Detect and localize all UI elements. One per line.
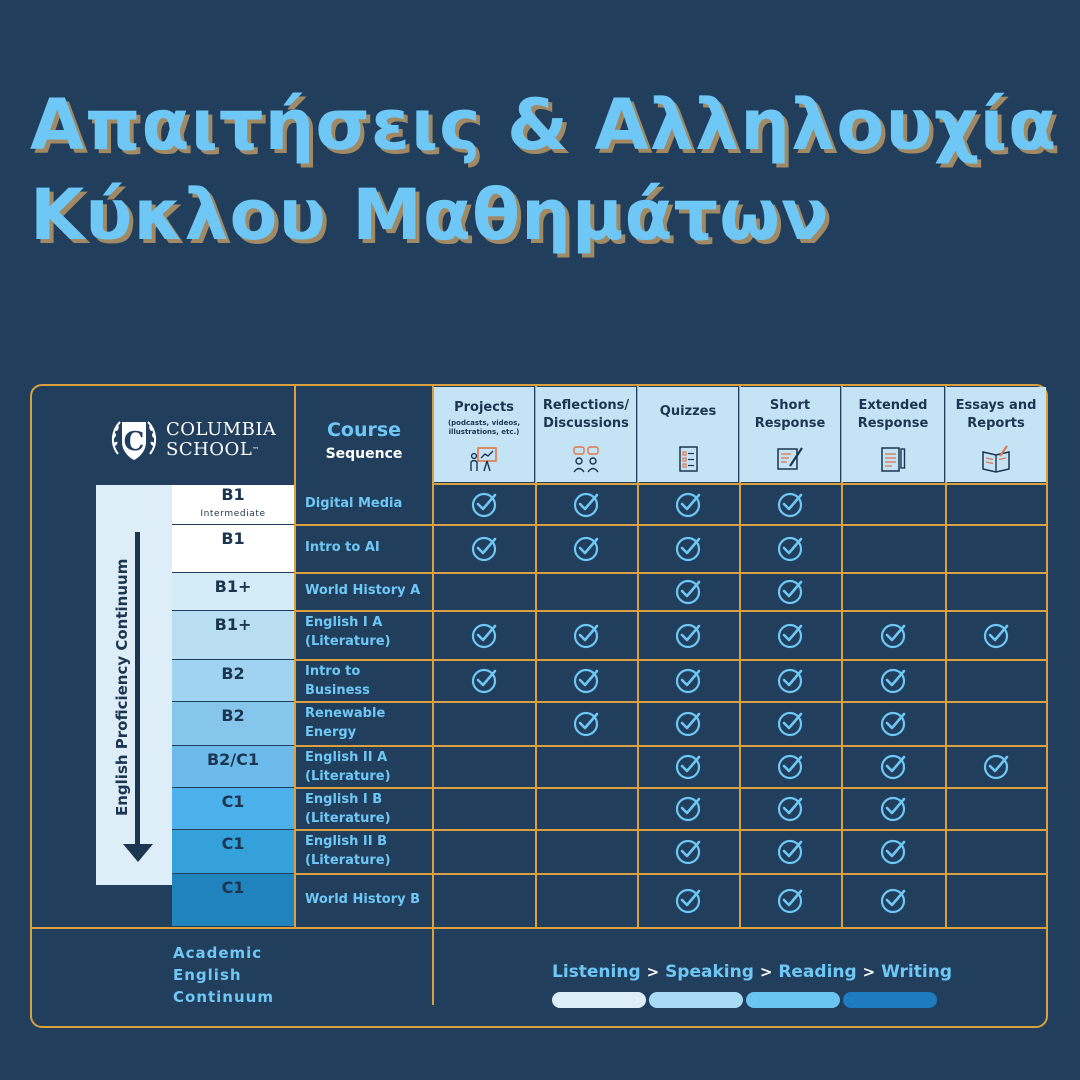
check-icon (777, 534, 805, 562)
check-icon (777, 752, 805, 780)
check-icon (573, 709, 601, 737)
open-book-icon (981, 444, 1011, 474)
column-header-label: Essays and Reports (955, 398, 1037, 431)
check-icon (983, 752, 1011, 780)
level-cell (172, 874, 294, 926)
down-arrow-icon (135, 532, 140, 850)
column-header-4 (842, 387, 944, 482)
skill-bar-listening (552, 992, 646, 1008)
title-line-1: Απαιτήσεις & Αλληλουχία (30, 84, 1058, 166)
check-icon (675, 666, 703, 694)
course-name (305, 613, 433, 651)
level-sublabel: Intermediate (200, 509, 266, 519)
level-cell (172, 788, 294, 829)
column-header-label: Quizzes (659, 404, 717, 419)
level-label: B1 (221, 529, 245, 548)
level-label: B2/C1 (206, 750, 260, 769)
check-icon (880, 837, 908, 865)
course-name: World History B (305, 892, 421, 907)
check-icon (777, 490, 805, 518)
check-icon (675, 886, 703, 914)
course-header-subtitle: Sequence (325, 446, 403, 462)
course-name-line: English I B (305, 792, 383, 807)
course-name (305, 832, 433, 870)
grid-line-horizontal (294, 745, 1048, 747)
check-icon (675, 534, 703, 562)
check-icon (777, 577, 805, 605)
academic-continuum-label: Academic English Continuum (173, 944, 274, 1006)
skill-bar-writing (843, 992, 937, 1008)
course-name-line: English II A (305, 750, 388, 765)
check-icon (573, 534, 601, 562)
course-name-line: (Literature) (305, 769, 391, 784)
down-arrow-head (123, 844, 153, 862)
check-icon (573, 666, 601, 694)
course-name (305, 748, 433, 786)
check-icon (777, 621, 805, 649)
check-icon (880, 752, 908, 780)
skill-writing: Writing (881, 962, 952, 982)
check-icon (471, 490, 499, 518)
course-name-line: Renewable (305, 706, 386, 721)
column-header-1 (536, 387, 636, 482)
grid-line-vertical-course (294, 385, 296, 929)
check-icon (471, 666, 499, 694)
check-icon (880, 666, 908, 694)
level-label: C1 (221, 878, 245, 897)
course-name-line: (Literature) (305, 634, 391, 649)
column-header-2 (638, 387, 738, 482)
check-icon (675, 837, 703, 865)
grid-line-table-bottom (30, 927, 1048, 929)
check-icon (471, 534, 499, 562)
course-sequence-header (296, 416, 432, 464)
level-cell (172, 702, 294, 745)
column-header-label: Projects (454, 400, 514, 415)
check-icon (573, 490, 601, 518)
check-icon (675, 752, 703, 780)
column-header-label: Short Response (754, 398, 826, 431)
course-name-line: (Literature) (305, 811, 391, 826)
document-pen-icon (878, 444, 908, 474)
grid-line-horizontal (294, 572, 1048, 574)
check-icon (880, 621, 908, 649)
check-icon (675, 621, 703, 649)
grid-line-horizontal (294, 659, 1048, 661)
column-header-0 (434, 387, 534, 482)
course-name-line: Intro to (305, 664, 361, 679)
grid-line-horizontal (294, 829, 1048, 831)
check-icon (777, 837, 805, 865)
level-label: B2 (221, 706, 245, 725)
grid-line-horizontal (294, 873, 1048, 875)
check-icon (777, 709, 805, 737)
skill-separator: > (759, 963, 773, 981)
level-label: C1 (221, 792, 245, 811)
check-icon (471, 621, 499, 649)
grid-line-horizontal (294, 787, 1048, 789)
course-header-title: Course (326, 419, 402, 441)
course-name (305, 662, 433, 700)
discussion-icon (571, 444, 601, 474)
column-header-sub: (podcasts, videos, illustrations, etc.) (447, 419, 521, 436)
grid-line-horizontal (294, 701, 1048, 703)
grid-line-horizontal (294, 610, 1048, 612)
level-label: B1+ (214, 577, 252, 596)
skills-sequence (552, 962, 952, 982)
skill-reading: Reading (778, 962, 857, 982)
check-icon (777, 886, 805, 914)
course-name: Intro to AI (305, 540, 380, 555)
course-name (305, 704, 433, 742)
column-header-5 (946, 387, 1046, 482)
proficiency-continuum-band (96, 485, 172, 885)
laurel-crest-icon (108, 414, 160, 466)
skill-bar-speaking (649, 992, 743, 1008)
check-icon (777, 794, 805, 822)
column-header-3 (740, 387, 840, 482)
grid-line-horizontal (294, 524, 1048, 526)
logo-trademark: ™ (252, 446, 260, 454)
course-name: World History A (305, 583, 421, 598)
check-icon (675, 577, 703, 605)
level-label: B2 (221, 664, 245, 683)
check-icon (675, 490, 703, 518)
check-icon (573, 621, 601, 649)
skill-bar-reading (746, 992, 840, 1008)
check-icon (880, 794, 908, 822)
check-icon (777, 666, 805, 694)
level-cell (172, 485, 294, 524)
level-label: C1 (221, 834, 245, 853)
check-icon (675, 709, 703, 737)
skill-separator: > (862, 963, 876, 981)
level-cell (172, 746, 294, 787)
skill-listening: Listening (552, 962, 641, 982)
checklist-icon (673, 444, 703, 474)
check-icon (880, 709, 908, 737)
page-title (30, 80, 1057, 260)
skill-separator: > (646, 963, 660, 981)
course-name (305, 790, 433, 828)
logo-line-2: SCHOOL (166, 439, 253, 460)
level-label: B1 (221, 485, 245, 504)
course-name-line: English II B (305, 834, 387, 849)
course-name-line: English I A (305, 615, 383, 630)
pencil-note-icon (775, 444, 805, 474)
check-icon (880, 886, 908, 914)
check-icon (675, 794, 703, 822)
proficiency-continuum-label: English Proficiency Continuum (113, 558, 131, 816)
course-name-line: Business (305, 683, 370, 698)
title-line-2: Κύκλου Μαθημάτων (30, 174, 830, 256)
column-header-label: Extended Response (857, 398, 929, 431)
level-cell (172, 660, 294, 701)
columbia-school-logo (108, 414, 288, 466)
check-icon (983, 621, 1011, 649)
course-name: Digital Media (305, 496, 403, 511)
column-header-label: Reflections/ Discussions (542, 398, 630, 431)
level-cell (172, 573, 294, 610)
presentation-icon (469, 444, 499, 474)
logo-line-1: COLUMBIA (166, 419, 277, 440)
course-name-line: Energy (305, 725, 357, 740)
course-name-line: (Literature) (305, 853, 391, 868)
level-label: B1+ (214, 615, 252, 634)
skill-speaking: Speaking (665, 962, 754, 982)
level-cell (172, 611, 294, 659)
level-cell (172, 525, 294, 572)
level-cell (172, 830, 294, 873)
svg-text:C: C (123, 427, 145, 457)
